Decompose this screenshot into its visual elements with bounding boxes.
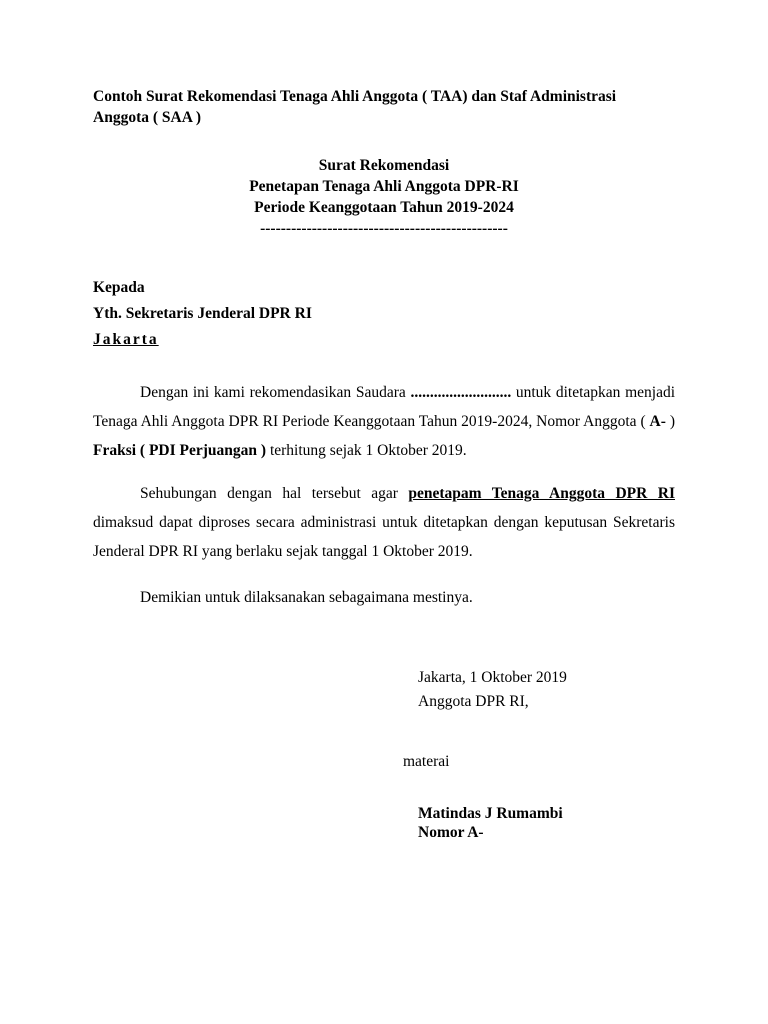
- materai-label: materai: [403, 753, 450, 770]
- member-number: A-: [649, 413, 666, 430]
- closing-sentence: Demikian untuk dilaksanakan sebagaimana mestinya.: [140, 589, 473, 606]
- signature-block: [418, 666, 567, 714]
- heading-line-3: Periode Keanggotaan Tahun 2019-2024: [254, 199, 514, 216]
- faction: Fraksi ( PDI Perjuangan ): [93, 442, 267, 459]
- address-block: [93, 275, 675, 353]
- address-to: Kepada: [93, 279, 145, 296]
- heading-separator: ------------------------------------------------: [260, 220, 508, 237]
- underlined-phrase: penetapam Tenaga Anggota DPR RI: [408, 485, 676, 502]
- letter-heading: [93, 155, 675, 239]
- sign-role: Anggota DPR RI,: [418, 693, 529, 710]
- document-title: Contoh Surat Rekomendasi Tenaga Ahli Anggota ( TAA) dan Staf Administrasi Anggota ( SAA ): [93, 88, 617, 126]
- letter-page: [93, 86, 675, 609]
- paragraph-2: Sehubungan dengan hal tersebut agar penetapam Tenaga Anggota DPR RI dimaksud dapat diproses secara administrasi untuk ditetapkan dengan keputusan Sekretaris Jenderal DPR RI yang berlaku sejak tanggal 1 Oktober 2019.: [93, 485, 676, 560]
- signer-block: [418, 804, 563, 842]
- heading-line-2: Penetapan Tenaga Ahli Anggota DPR-RI: [249, 178, 519, 195]
- sign-place-date: Jakarta, 1 Oktober 2019: [418, 669, 567, 686]
- address-recipient: Yth. Sekretaris Jenderal DPR RI: [93, 305, 312, 322]
- name-blank: ..........................: [410, 384, 512, 401]
- paragraph-1: Dengan ini kami rekomendasikan Saudara .......................... untuk ditetapkan menjadi Tenaga Ahli Anggota DPR RI Periode Keanggotaan Tahun 2019-2024, Nomor Anggota ( A- ) Fraksi ( PDI Perjuangan ) terhitung sejak 1 Oktober 2019.: [93, 384, 676, 459]
- heading-line-1: Surat Rekomendasi: [318, 157, 450, 174]
- address-city: Jakarta: [93, 331, 159, 348]
- signer-name: Matindas J Rumambi: [418, 805, 563, 822]
- signer-number: Nomor A-: [418, 824, 484, 841]
